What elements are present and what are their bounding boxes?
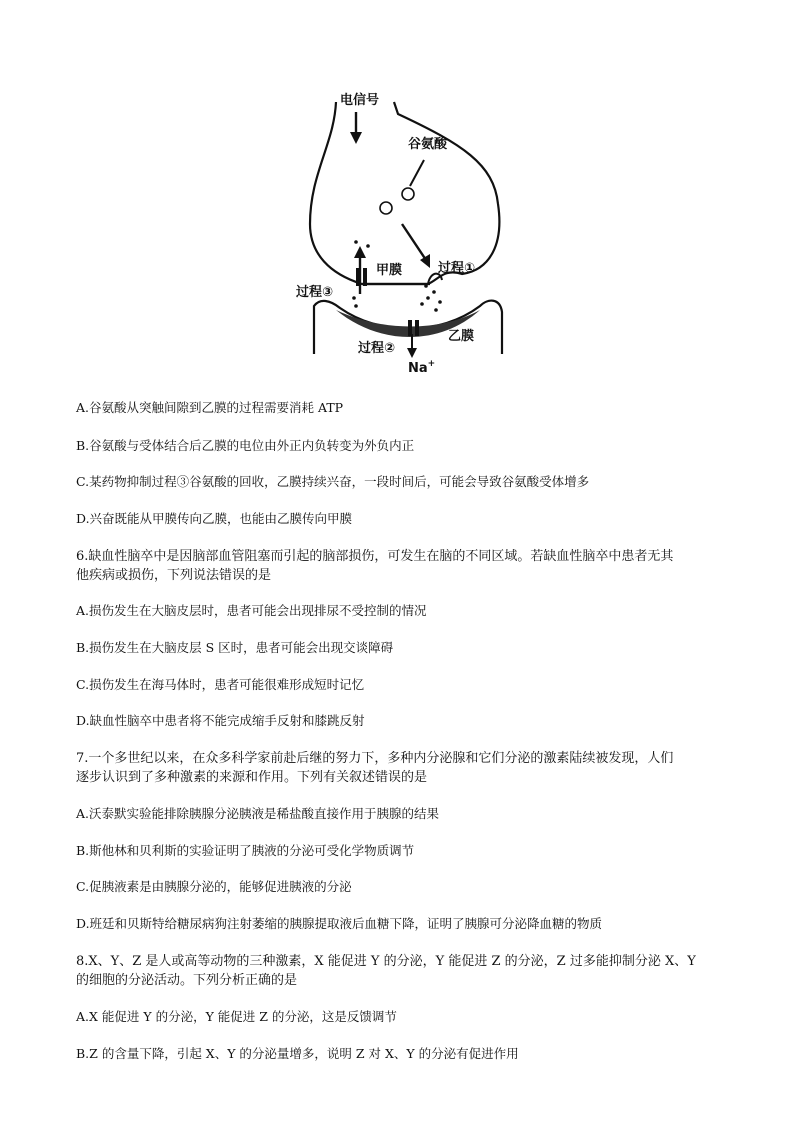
vesicle-icon-2	[380, 202, 392, 214]
q5-option-c: C.某药物抑制过程③谷氨酸的回收，乙膜持续兴奋，一段时间后，可能会导致谷氨酸受体增多	[76, 474, 590, 489]
glutamate-pointer	[410, 160, 424, 186]
q5-option-b: B.谷氨酸与受体结合后乙膜的电位由外正内负转变为外负内正	[76, 438, 415, 453]
q6-option-d: D.缺血性脑卒中患者将不能完成缩手反射和膝跳反射	[76, 713, 365, 728]
signal-arrowhead	[350, 132, 362, 144]
q8-stem-line1: 8.X、Y、Z 是人或高等动物的三种激素，X 能促进 Y 的分泌，Y 能促进 Z 的分泌，Z 过多能抑制分泌 X、Y	[76, 954, 696, 969]
release-arrow	[402, 224, 426, 260]
na-arrowhead	[407, 348, 417, 358]
q7-stem-line2: 逐步认识到了多种激素的来源和作用。下列有关叙述错误的是	[76, 770, 428, 785]
synapse-diagram	[290, 84, 530, 374]
q8-option-a: A.X 能促进 Y 的分泌，Y 能促进 Z 的分泌，这是反馈调节	[76, 1009, 397, 1024]
label-membrane-b: 乙膜	[448, 329, 475, 344]
transporter-2	[363, 268, 367, 286]
label-process3: 过程③	[296, 285, 334, 300]
q7-stem-line1: 7.一个多世纪以来，在众多科学家前赴后继的努力下，多种内分泌腺和它们分泌的激素陆续被发现，人们	[76, 751, 674, 766]
q7-option-d: D.班廷和贝斯特给糖尿病狗注射萎缩的胰腺提取液后血糖下降，证明了胰腺可分泌降血糖的物质	[76, 916, 603, 931]
q7-option-c: C.促胰液素是由胰腺分泌的，能够促进胰液的分泌	[76, 879, 352, 894]
q6-option-c: C.损伤发生在海马体时，患者可能很难形成短时记忆	[76, 677, 365, 692]
receptor-channel-2	[415, 320, 419, 336]
q6-stem-line2: 他疾病或损伤，下列说法错误的是	[76, 568, 272, 583]
label-process2: 过程②	[358, 341, 396, 356]
label-process1: 过程①	[438, 261, 476, 276]
q6-option-b: B.损伤发生在大脑皮层 S 区时，患者可能会出现交谈障碍	[76, 640, 394, 655]
label-glutamate: 谷氨酸	[408, 137, 448, 152]
label-na: Na+	[408, 359, 436, 374]
q8-stem-line2: 的细胞的分泌活动。下列分析正确的是	[76, 973, 298, 988]
presynaptic-outline	[310, 102, 499, 284]
q5-option-d: D.兴奋既能从甲膜传向乙膜，也能由乙膜传向甲膜	[76, 511, 353, 526]
receptor-channel	[408, 320, 412, 336]
q7-stem	[76, 749, 731, 787]
label-signal: 电信号	[340, 93, 380, 108]
reuptake-arrowhead	[354, 246, 366, 258]
q7-option-b: B.斯他林和贝利斯的实验证明了胰液的分泌可受化学物质调节	[76, 843, 415, 858]
q5-option-a: A.谷氨酸从突触间隙到乙膜的过程需要消耗 ATP	[76, 400, 344, 415]
q6-stem	[76, 547, 731, 585]
q6-option-a: A.损伤发生在大脑皮层时，患者可能会出现排尿不受控制的情况	[76, 603, 427, 618]
q7-option-a: A.沃泰默实验能排除胰腺分泌胰液是稀盐酸直接作用于胰腺的结果	[76, 806, 440, 821]
q8-option-b: B.Z 的含量下降，引起 X、Y 的分泌量增多，说明 Z 对 X、Y 的分泌有促进作用	[76, 1046, 519, 1061]
label-membrane-a: 甲膜	[376, 263, 403, 278]
vesicle-icon	[402, 188, 414, 200]
q6-stem-line1: 6.缺血性脑卒中是因脑部血管阻塞而引起的脑部损伤，可发生在脑的不同区域。若缺血性脑卒中患者无其	[76, 549, 674, 564]
q8-stem	[76, 952, 731, 990]
release-arrowhead	[420, 254, 430, 268]
